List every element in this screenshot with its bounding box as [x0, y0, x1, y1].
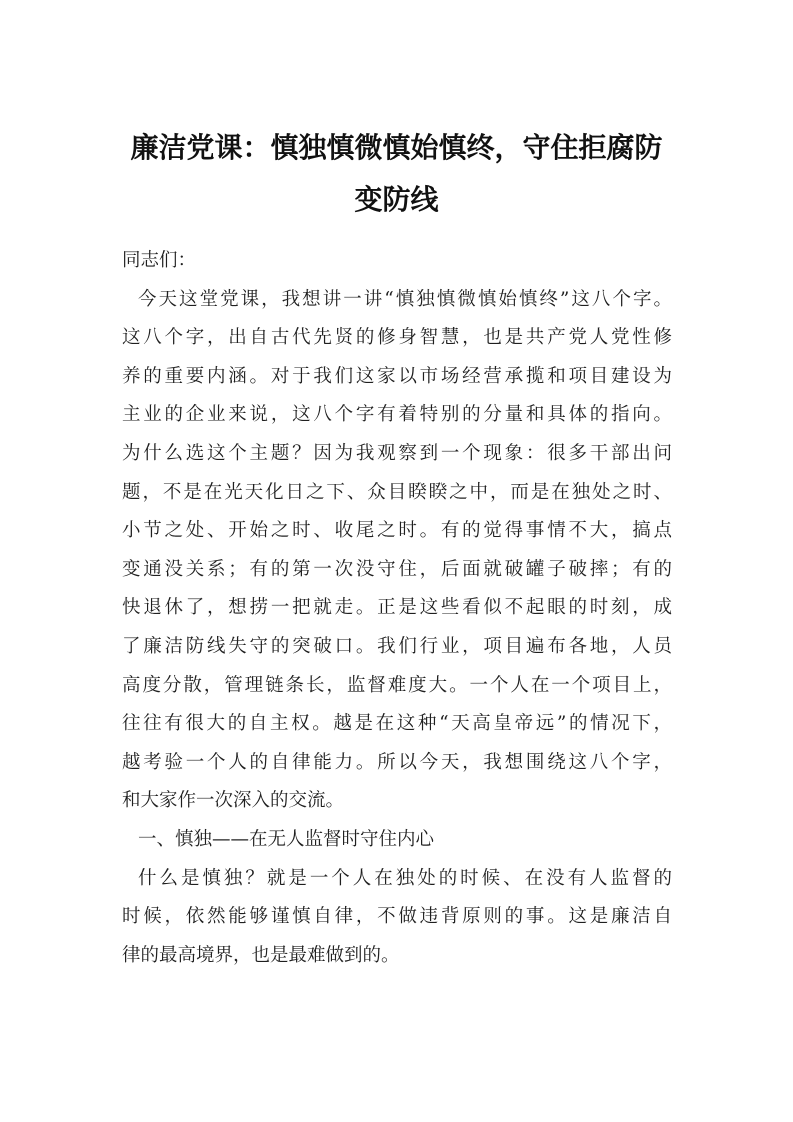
salutation: 同志们： — [122, 250, 197, 271]
paragraph-line: 快退休了，想捞一把就走。正是这些看似不起眼的时刻，成 — [122, 597, 672, 619]
paragraph-line: 往往有很大的自主权。越是在这种“天高皇帝远”的情况下， — [122, 713, 672, 735]
title-line-1: 廉洁党课：慎独慎微慎始慎终，守住拒腐防 — [130, 131, 663, 164]
paragraph-line: 什么是慎独？就是一个人在独处的时候、在没有人监督的 — [138, 867, 672, 889]
document-title — [118, 122, 675, 226]
paragraph-line: 为什么选这个主题？因为我观察到一个现象：很多干部出问 — [122, 442, 672, 464]
paragraph-intro — [122, 281, 672, 821]
paragraph-line: 了廉洁防线失守的突破口。我们行业，项目遍布各地，人员 — [122, 635, 672, 657]
title-line-2: 变防线 — [354, 183, 439, 216]
paragraph-line: 这八个字，出自古代先贤的修身智慧，也是共产党人党性修 — [122, 327, 672, 349]
paragraph-line: 律的最高境界，也是最难做到的。 — [122, 944, 400, 966]
paragraph-line: 养的重要内涵。对于我们这家以市场经营承揽和项目建设为 — [122, 365, 672, 387]
paragraph-line: 小节之处、开始之时、收尾之时。有的觉得事情不大，搞点 — [122, 520, 672, 542]
paragraph-line: 变通没关系；有的第一次没守住，后面就破罐子破摔；有的 — [122, 558, 672, 580]
paragraph-line: 主业的企业来说，这八个字有着特别的分量和具体的指向。 — [122, 404, 672, 426]
document-body — [122, 242, 672, 975]
paragraph-line: 越考验一个人的自律能力。所以今天，我想围绕这八个字， — [122, 751, 672, 773]
section-heading: 一、慎独——在无人监督时守住内心 — [138, 828, 435, 850]
paragraph-line: 时候，依然能够谨慎自律，不做违背原则的事。这是廉洁自 — [122, 906, 672, 928]
paragraph-line: 高度分散，管理链条长，监督难度大。一个人在一个项目上， — [122, 674, 672, 696]
paragraph-line: 和大家作一次深入的交流。 — [122, 790, 345, 812]
paragraph-line: 今天这堂党课，我想讲一讲“慎独慎微慎始慎终”这八个字。 — [138, 288, 672, 310]
paragraph-line: 题，不是在光天化日之下、众目睽睽之中，而是在独处之时、 — [122, 481, 672, 503]
paragraph-section1 — [122, 860, 672, 976]
